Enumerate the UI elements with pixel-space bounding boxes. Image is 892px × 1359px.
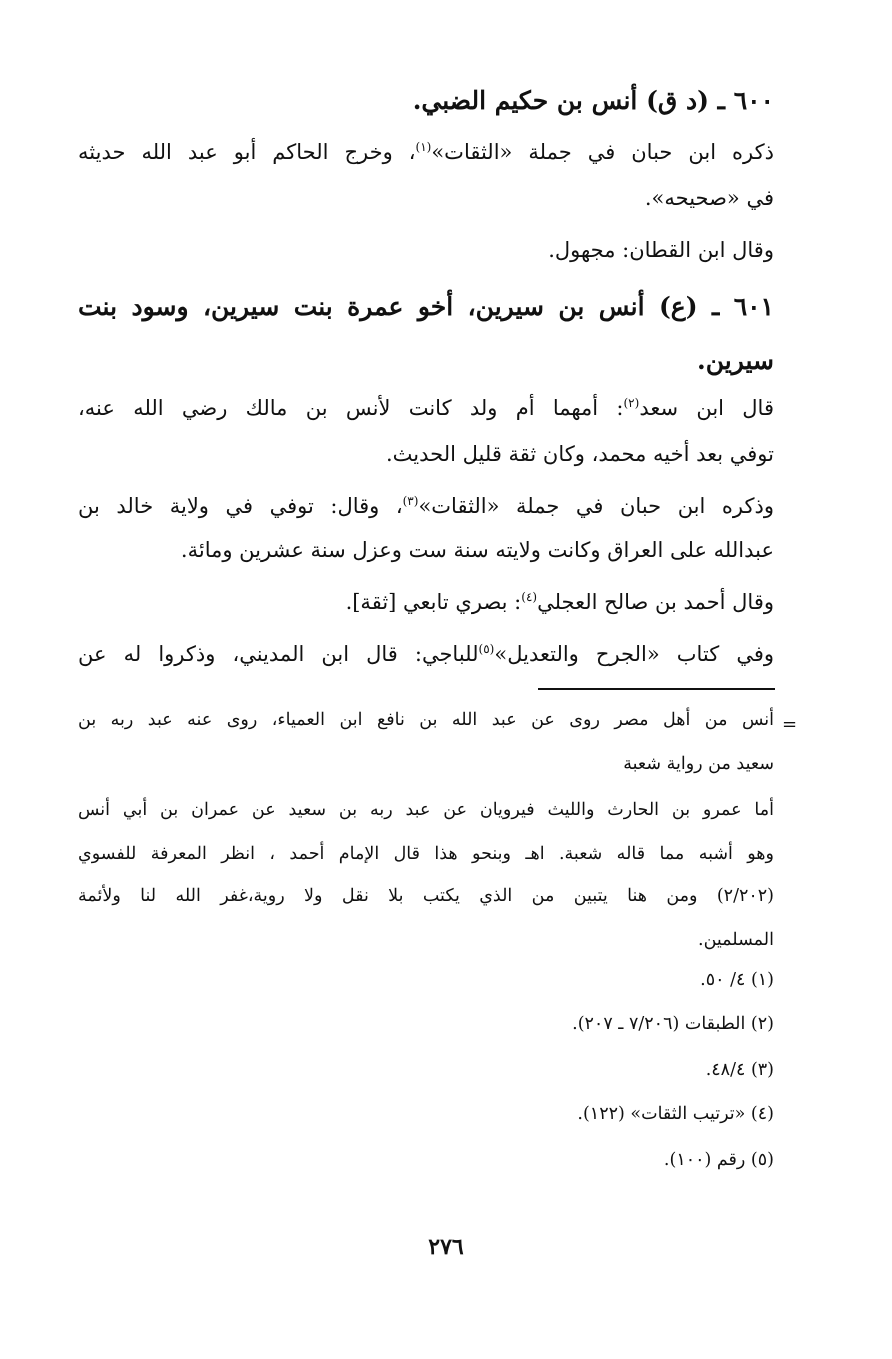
footnote-cont-line: (٢/٢٠٢) ومن هنا يتبين من الذي يكتب بلا نقل ولا روية،غفر الله لنا ولأئمة bbox=[78, 886, 774, 906]
page-number: ٢٧٦ bbox=[428, 1234, 464, 1260]
entry-600-text-b: ، وخرج الحاكم أبو عبد الله حديثه bbox=[78, 140, 416, 164]
entry-601-p3-text-b: : بصري تابعي [ثقة]. bbox=[345, 590, 522, 614]
entry-600-paragraph-2: وقال ابن القطان: مجهول. bbox=[548, 238, 774, 262]
footnote-cont-line: المسلمين. bbox=[698, 930, 774, 950]
entry-600-text-a: ذكره ابن حبان في جملة «الثقات» bbox=[431, 140, 774, 164]
footnote-5: (٥) رقم (١٠٠). bbox=[663, 1150, 774, 1170]
footnote-1: (١) ٤/ ٥٠. bbox=[700, 970, 774, 990]
entry-601-p2-text-a: وذكره ابن حبان في جملة «الثقات» bbox=[418, 494, 774, 518]
footnote-ref-5: (٥) bbox=[478, 642, 495, 656]
footnote-ref-3: (٣) bbox=[402, 494, 419, 508]
entry-601-heading-line-1: ٦٠١ ـ (ع) أنس بن سيرين، أخو عمرة بنت سيرين، وسود بنت bbox=[78, 292, 774, 321]
entry-601-p2-text-b: ، وقال: توفي في ولاية خالد بن bbox=[78, 494, 403, 518]
entry-601-p4-text-a: وفي كتاب «الجرح والتعديل» bbox=[494, 642, 774, 666]
footnote-cont-line: أما عمرو بن الحارث والليث فيرويان عن عبد ربه بن سعيد عن عمران بن أبي أنس bbox=[78, 800, 774, 820]
footnote-continuation-mark: = bbox=[782, 714, 798, 735]
entry-601-paragraph-1-line-1 bbox=[78, 396, 774, 420]
footnote-4: (٤) «ترتيب الثقات» (١٢٢). bbox=[577, 1104, 774, 1124]
entry-601-paragraph-2-line-2: عبدالله على العراق وكانت ولايته سنة ست وعزل سنة عشرين ومائة. bbox=[180, 538, 774, 562]
footnote-2: (٢) الطبقات (٧/٢٠٦ ـ ٢٠٧). bbox=[572, 1014, 774, 1034]
entry-601-paragraph-3 bbox=[346, 590, 774, 614]
footnote-cont-line: أنس من أهل مصر روى عن عبد الله بن نافع ابن العمياء، روى عنه عبد ربه بن bbox=[78, 710, 774, 730]
entry-601-p3-text-a: وقال أحمد بن صالح العجلي bbox=[537, 590, 774, 614]
footnote-ref-2: (٢) bbox=[623, 396, 640, 410]
entry-600-paragraph-1-line-2: في «صحيحه». bbox=[644, 186, 774, 210]
footnote-divider bbox=[538, 688, 775, 690]
footnote-3: (٣) ٤٨/٤. bbox=[705, 1060, 774, 1080]
entry-600-paragraph-1-line-1 bbox=[78, 140, 774, 164]
entry-601-paragraph-4 bbox=[78, 642, 774, 666]
entry-600-heading: ٦٠٠ ـ (د ق) أنس بن حكيم الضبي. bbox=[412, 86, 774, 115]
entry-601-p1-text-a: قال ابن سعد bbox=[639, 396, 774, 420]
footnote-ref-1: (١) bbox=[415, 140, 432, 154]
footnote-cont-line: وهو أشبه مما قاله شعبة. اهـ وبنحو هذا قال الإمام أحمد ، انظر المعرفة للفسوي bbox=[78, 844, 774, 864]
entry-601-paragraph-1-line-2: توفي بعد أخيه محمد، وكان ثقة قليل الحديث. bbox=[386, 442, 774, 466]
entry-601-paragraph-2-line-1 bbox=[78, 494, 774, 518]
entry-601-p4-text-b: للباجي: قال ابن المديني، وذكروا له عن bbox=[78, 642, 479, 666]
entry-601-p1-text-b: : أمهما أم ولد كانت لأنس بن مالك رضي الله عنه، bbox=[78, 396, 624, 420]
footnote-cont-line: سعيد من رواية شعبة bbox=[623, 754, 774, 774]
footnote-ref-4: (٤) bbox=[521, 590, 538, 604]
entry-601-heading-line-2: سيرين. bbox=[697, 346, 774, 375]
